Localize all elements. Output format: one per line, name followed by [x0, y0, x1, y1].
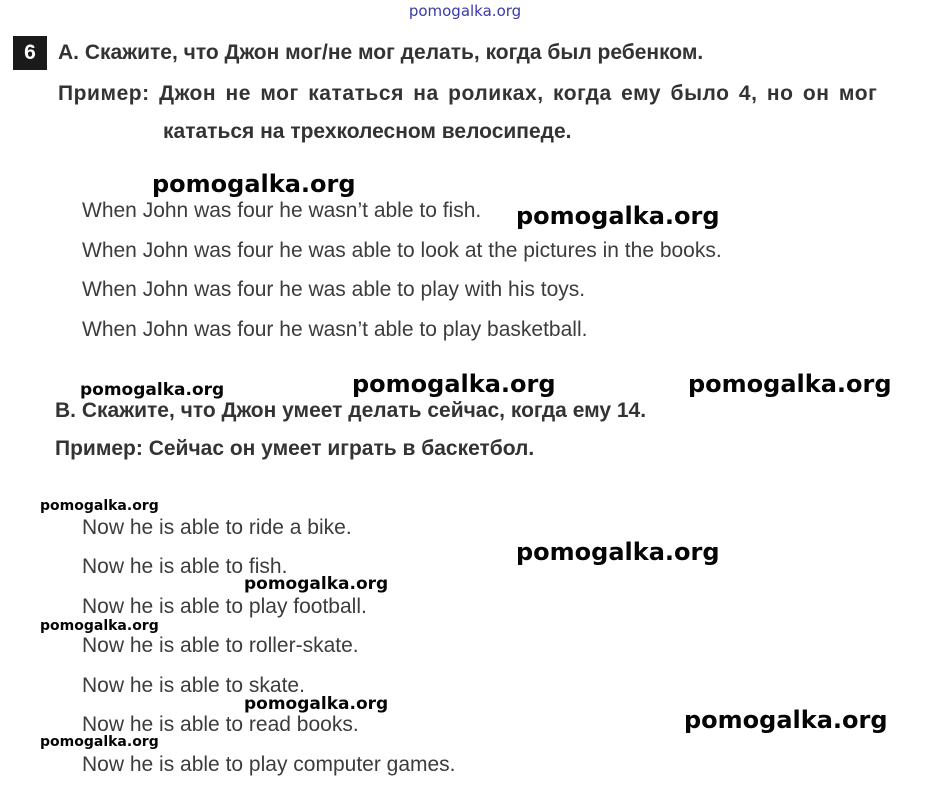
watermark: pomogalka.org [40, 498, 159, 514]
part-a-answer: When John was four he wasn’t able to play basketball. [82, 318, 588, 341]
part-b-answer: Now he is able to ride a bike. [82, 516, 352, 539]
watermark: pomogalka.org [352, 370, 556, 398]
part-b-answer: Now he is able to read books. [82, 713, 359, 736]
part-a-example-line1: Пример: Джон не мог кататься на роликах, когда ему было 4, но он мог [58, 82, 878, 105]
watermark: pomogalka.org [516, 538, 720, 566]
part-b-answer: Now he is able to play football. [82, 595, 367, 618]
watermark: pomogalka.org [80, 380, 225, 400]
part-a-answer: When John was four he wasn’t able to fish. [82, 199, 482, 222]
part-a-answer: When John was four he was able to play with his toys. [82, 278, 586, 301]
watermark: pomogalka.org [684, 706, 888, 734]
watermark: pomogalka.org [244, 574, 389, 594]
part-b-task: В. Скажите, что Джон умеет делать сейчас, когда ему 14. [55, 399, 647, 422]
exercise-number-badge: 6 [13, 36, 47, 70]
part-b-answer: Now he is able to fish. [82, 555, 288, 578]
watermark: pomogalka.org [516, 202, 720, 230]
part-b-answer: Now he is able to roller-skate. [82, 634, 359, 657]
part-a-answer: When John was four he was able to look at the pictures in the books. [82, 239, 722, 262]
part-b-answer: Now he is able to skate. [82, 674, 305, 697]
watermark: pomogalka.org [152, 170, 356, 198]
part-a-task: А. Скажите, что Джон мог/не мог делать, когда был ребенком. [58, 41, 704, 64]
part-b-example: Пример: Сейчас он умеет играть в баскетбол. [55, 437, 535, 460]
watermark: pomogalka.org [688, 370, 892, 398]
watermark: pomogalka.org [40, 618, 159, 634]
part-a-example-line2: кататься на трехколесном велосипеде. [163, 120, 572, 143]
header-watermark: pomogalka.org [408, 2, 522, 20]
watermark: pomogalka.org [40, 734, 159, 750]
watermark: pomogalka.org [244, 694, 389, 714]
part-b-answer: Now he is able to play computer games. [82, 753, 456, 776]
